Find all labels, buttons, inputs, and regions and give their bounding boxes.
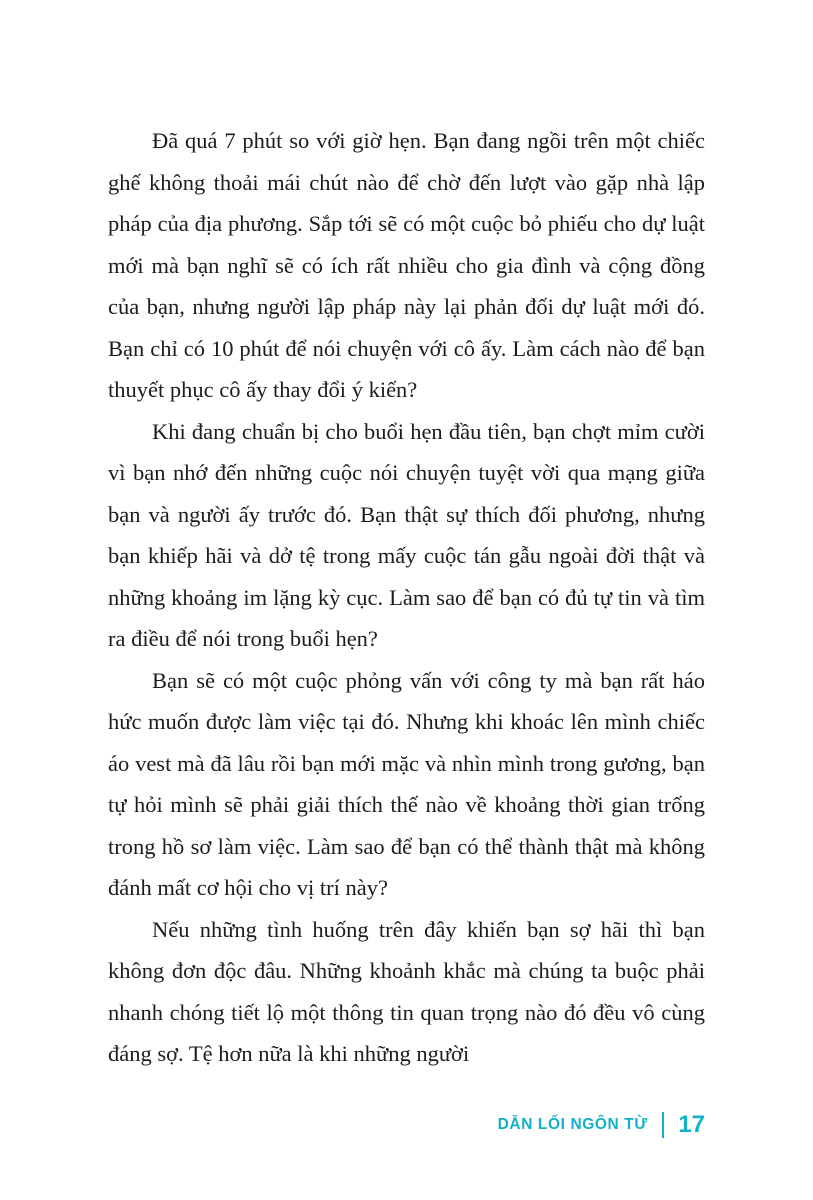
paragraph: Đã quá 7 phút so với giờ hẹn. Bạn đang ngồi trên một chiếc ghế không thoải mái chút nào để chờ đến lượt vào gặp nhà lập pháp của địa phương. Sắp tới sẽ có một cuộc bỏ phiếu cho dự luật mới mà bạn nghĩ sẽ có ích rất nhiều cho gia đình và cộng đồng của bạn, nhưng người lập pháp này lại phản đối dự luật mới đó. Bạn chỉ có 10 phút để nói chuyện với cô ấy. Làm cách nào để bạn thuyết phục cô ấy thay đổi ý kiến?: [108, 128, 705, 402]
footer-book-title: DẪN LỐI NGÔN TỪ: [497, 1116, 648, 1133]
paragraph: Khi đang chuẩn bị cho buổi hẹn đầu tiên, bạn chợt mỉm cười vì bạn nhớ đến những cuộc nói chuyện tuyệt vời qua mạng giữa bạn và người ấy trước đó. Bạn thật sự thích đối phương, nhưng bạn khiếp hãi và dở tệ trong mấy cuộc tán gẫu ngoài đời thật và những khoảng im lặng kỳ cục. Làm sao để bạn có đủ tự tin và tìm ra điều để nói trong buổi hẹn?: [108, 418, 705, 651]
page-footer: [108, 1112, 705, 1138]
page-number: 17: [678, 1111, 705, 1138]
page-body: [108, 120, 705, 1075]
paragraph: Nếu những tình huống trên đây khiến bạn sợ hãi thì bạn không đơn độc đâu. Những khoảnh khắc mà chúng ta buộc phải nhanh chóng tiết lộ một thông tin quan trọng nào đó đều vô cùng đáng sợ. Tệ hơn nữa là khi những người: [108, 916, 705, 1066]
footer-divider: [662, 1112, 665, 1138]
paragraph: Bạn sẽ có một cuộc phỏng vấn với công ty mà bạn rất háo hức muốn được làm việc tại đó. Nhưng khi khoác lên mình chiếc áo vest mà đã lâu rồi bạn mới mặc và nhìn mình trong gương, bạn tự hỏi mình sẽ phải giải thích thế nào về khoảng thời gian trống trong hồ sơ làm việc. Làm sao để bạn có thể thành thật mà không đánh mất cơ hội cho vị trí này?: [108, 667, 705, 900]
